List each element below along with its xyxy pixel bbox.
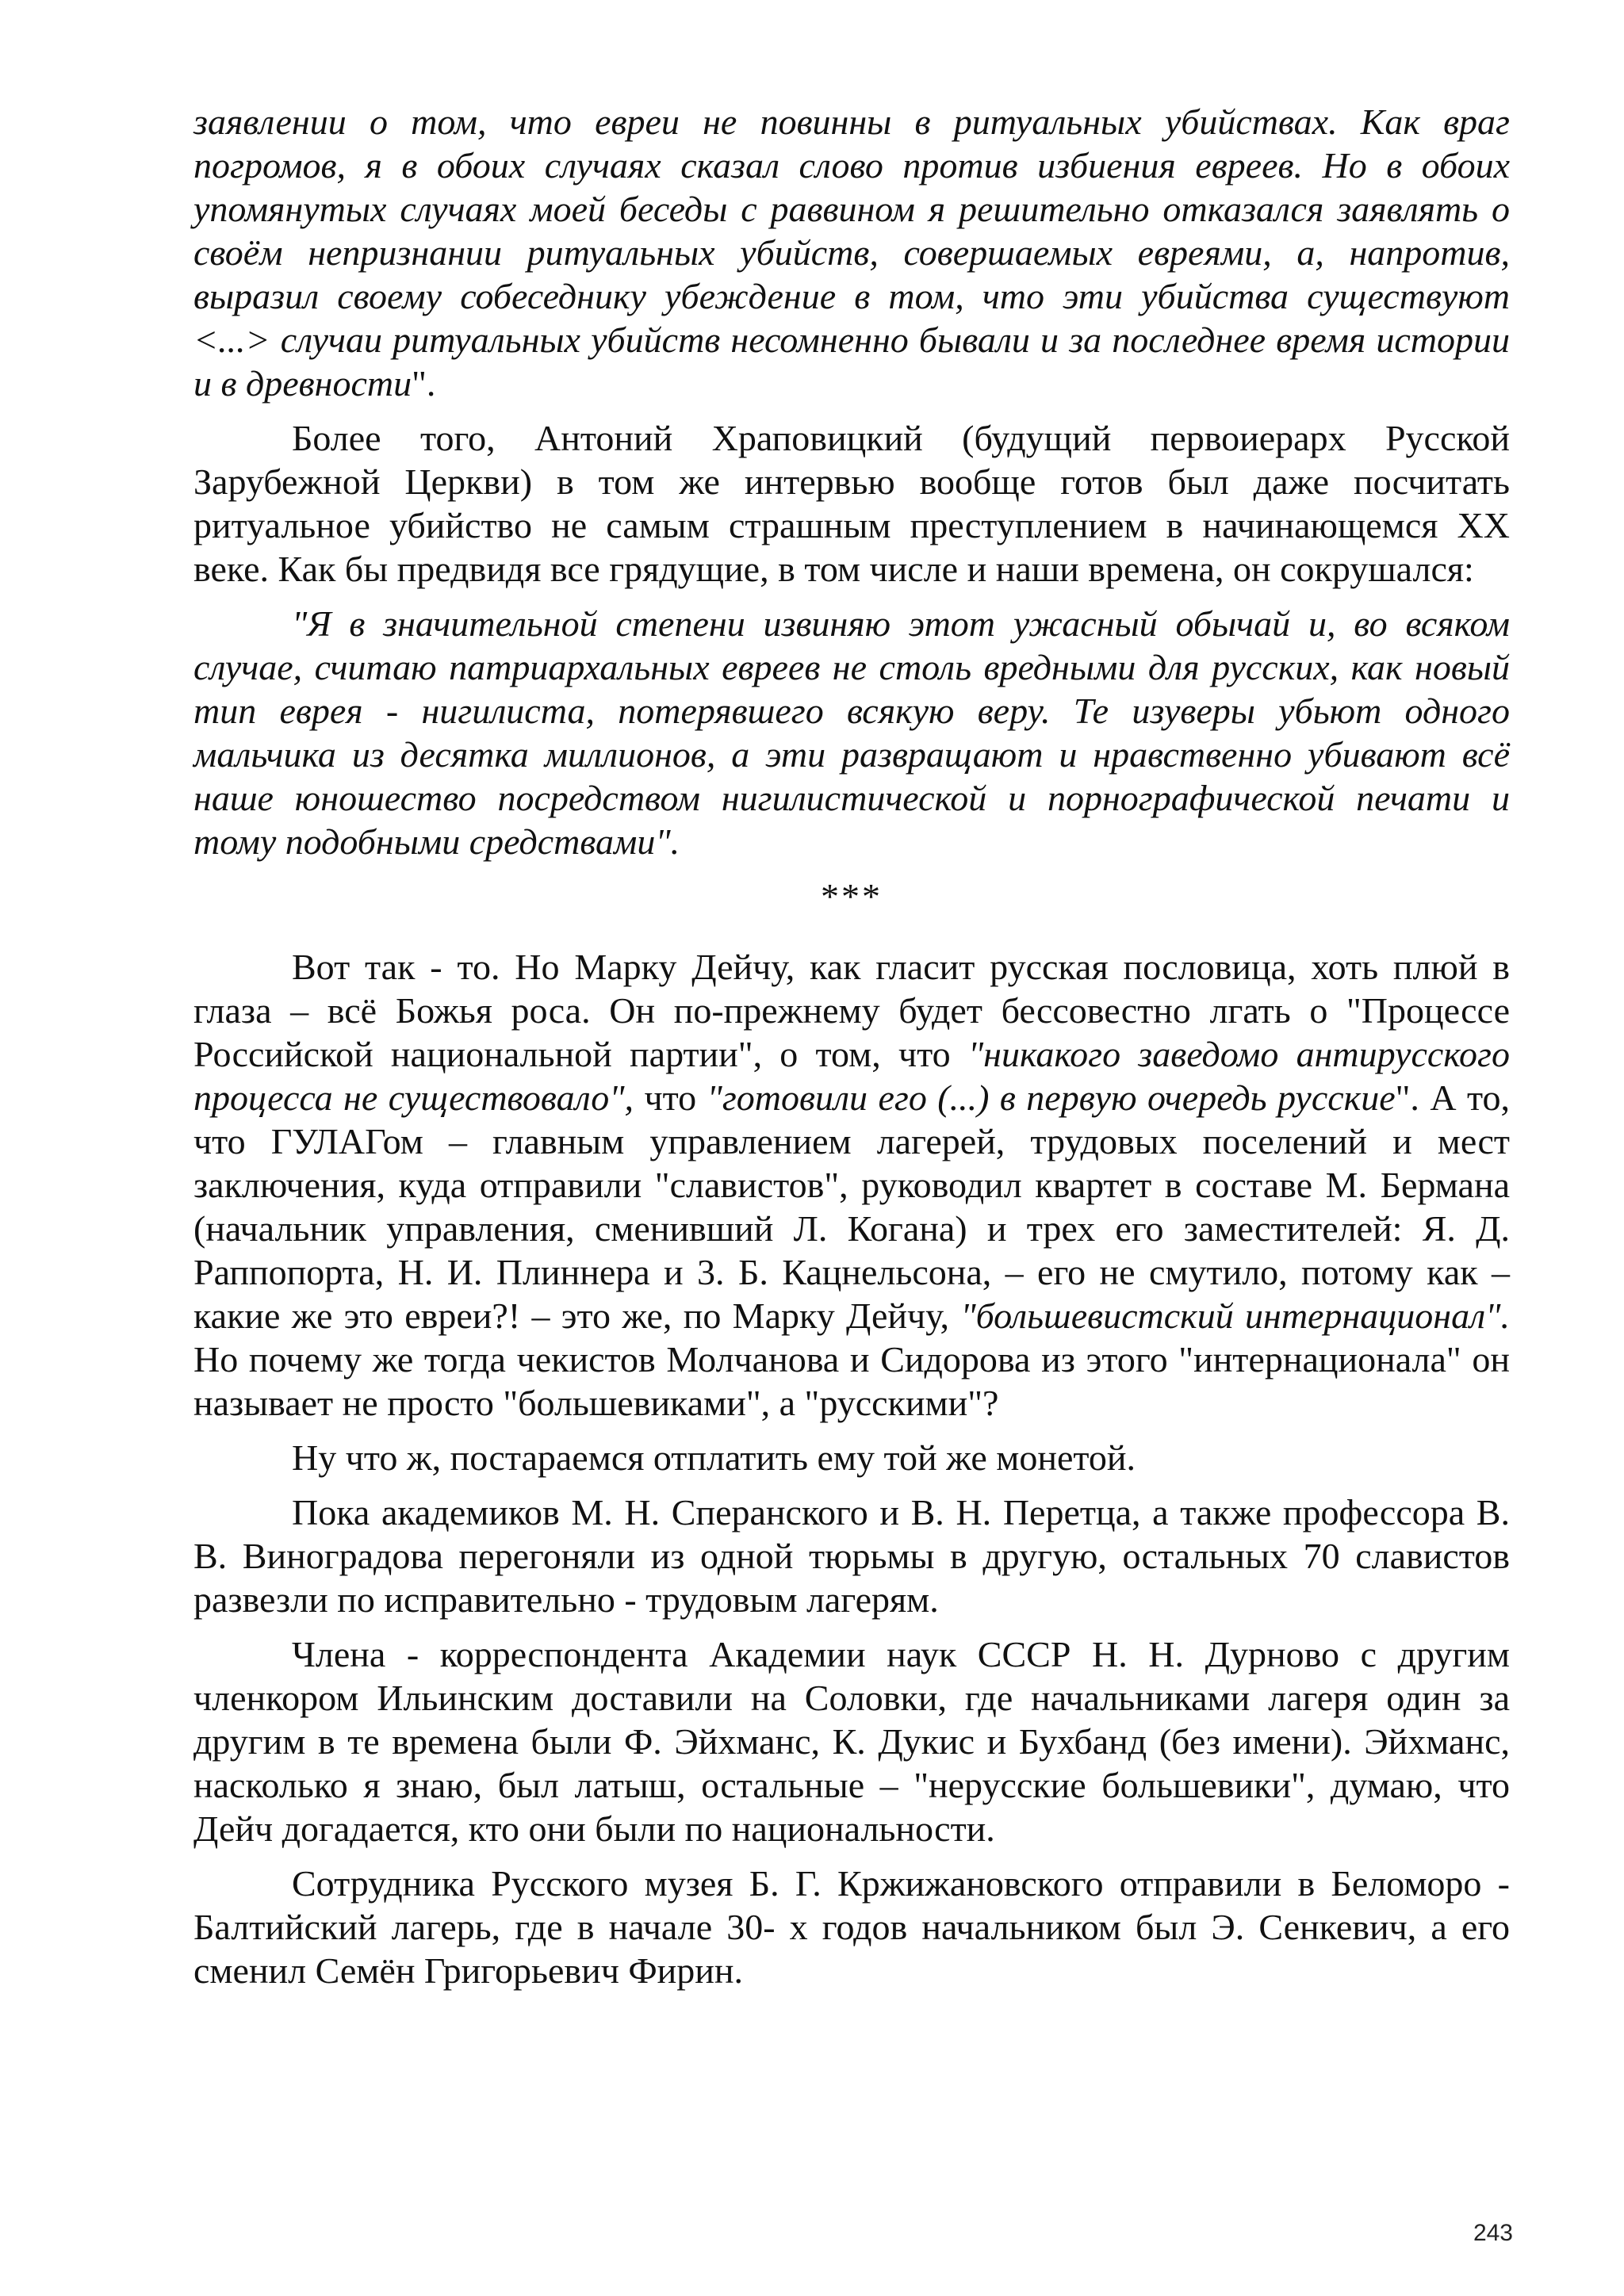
quote-khrapovitsky: "Я в значительной степени извиняю этот ужасный обычай и, во всяком случае, считаю патриархальных евреев не столь вредными для русских, как новый тип еврея - нигилиста, потерявшего всякую веру. Те изуверы убьют одного мальчика из десятка миллионов, а эти развращают и нравственно убивают всё наше юношество посредством нигилистической и порнографической печати и тому подобными средствами". xyxy=(193,603,1510,862)
paragraph-repay: Ну что ж, постараемся отплатить ему той же монетой. xyxy=(292,1437,1136,1478)
quote-continuation-end: ". xyxy=(412,363,436,404)
paragraph-deich xyxy=(193,945,1510,1425)
paragraph-deich-italic2: "готовили его (...) в первую очередь русские xyxy=(707,1077,1396,1118)
section-separator: *** xyxy=(821,876,883,916)
quote-continuation-text: заявлении о том, что евреи не повинны в ритуальных убийствах. Как враг погромов, я в обоих случаях сказал слово против избиения евреев. Но в обоих упомянутых случаях моей беседы с раввином я решительно отказался заявлять о своём непризнании ритуальных убийств, совершаемых евреями, а, напротив, выразил своему собеседнику убеждение в том, что эти убийства существуют <...> случаи ритуальных убийств несомненно бывали и за последнее время истории и в древности xyxy=(193,101,1510,404)
body-text xyxy=(193,100,1510,2003)
paragraph-deich-part4: Но почему же тогда чекистов Молчанова и Сидорова из этого "интернационала" он называет не просто "большевиками", а "русскими"? xyxy=(193,1339,1510,1423)
page-number: 243 xyxy=(1473,2220,1513,2246)
paragraph-academicians: Пока академиков М. Н. Сперанского и В. Н. Перетца, а также профессора В. В. Виноградова перегоняли из одной тюрьмы в другую, остальных 70 славистов развезли по исправительно - трудовым лагерям. xyxy=(193,1492,1510,1620)
paragraph-deich-part2: что xyxy=(634,1077,707,1118)
quote-continuation xyxy=(193,100,1510,405)
paragraph-khrapovitsky: Более того, Антоний Храповицкий (будущий первоиерарх Русской Зарубежной Церкви) в том же интервью вообще готов был даже посчитать ритуальное убийство не самым страшным преступлением в начинающемся XX веке. Как бы предвидя все грядущие, в том числе и наши времена, он сокрушался: xyxy=(193,418,1510,589)
paragraph-krzhizhanovsky: Сотрудника Русского музея Б. Г. Кржижановского отправили в Беломоро - Балтийский лагерь, где в начале 30- х годов начальником был Э. Сенкевич, а его сменил Семён Григорьевич Фирин. xyxy=(193,1863,1510,1991)
paragraph-durnovo: Члена - корреспондента Академии наук СССР Н. Н. Дурново с другим членкором Ильинским доставили на Соловки, где начальниками лагеря один за другим в те времена были Ф. Эйхманс, К. Дукис и Бухбанд (без имени). Эйхманс, насколько я знаю, был латыш, остальные – "нерусские большевики", думаю, что Дейч догадается, кто они были по национальности. xyxy=(193,1634,1510,1849)
paragraph-deich-part3: ". А то, что ГУЛАГом – главным управлением лагерей, трудовых поселений и мест заключения, куда отправили "славистов", руководил квартет в составе М. Бермана (начальник управления, сменивший Л. Когана) и трех его заместителей: Я. Д. Раппопорта, Н. И. Плиннера и 3. Б. Кацнельсона, – его не смутило, потому как – какие же это евреи?! – это же, по Марку Дейчу, xyxy=(193,1077,1511,1336)
paragraph-deich-part1: Вот так - то. Но Марку Дейчу, как гласит русская пословица, хоть плюй в глаза – всё Божья роса. Он по-прежнему будет бессовестно лгать о "Процессе Российской национальной партии", о том, что xyxy=(193,947,1510,1074)
paragraph-deich-italic1: "никакого заведомо антирусского процесса не существовало", xyxy=(193,1034,1510,1118)
paragraph-deich-italic3: "большевистский интернационал". xyxy=(960,1295,1510,1336)
